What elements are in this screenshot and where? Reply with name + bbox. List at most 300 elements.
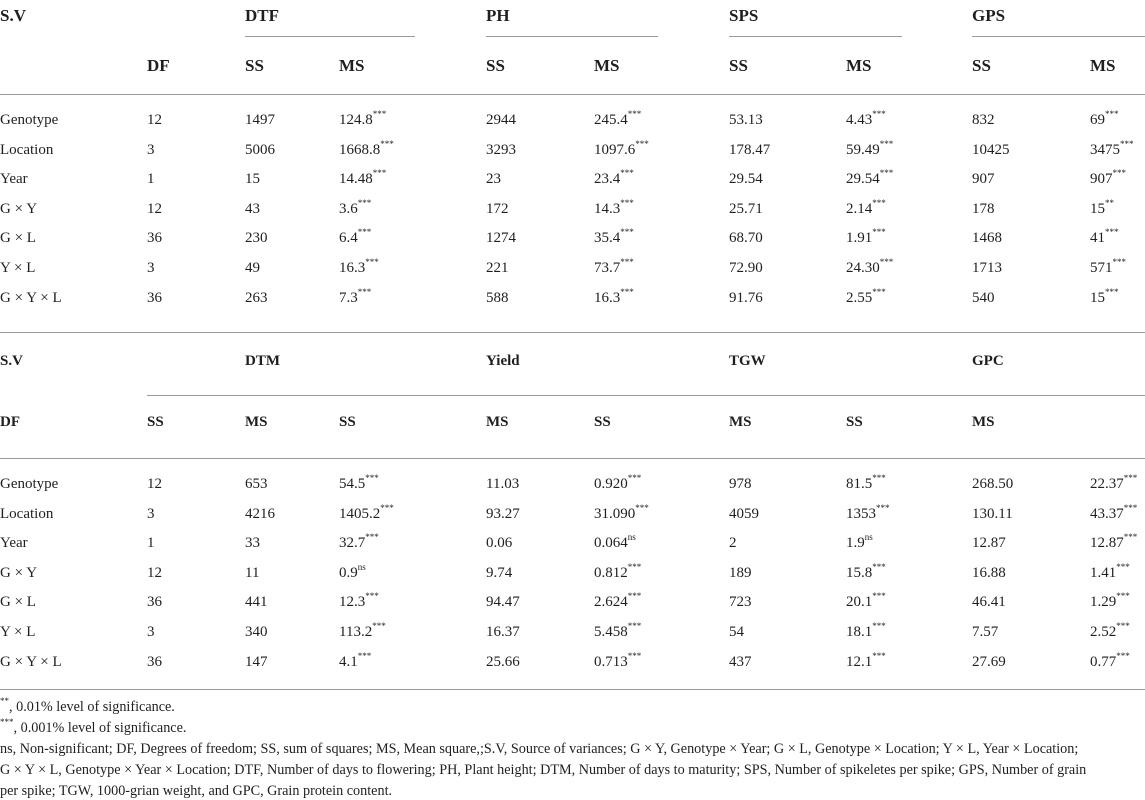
footnote-1 [0,696,175,716]
table-cell [1090,197,1114,218]
table-cell [1090,286,1119,307]
table-cell [486,476,519,493]
t2-sub-ss: SS [147,414,164,430]
cell-value: 0.064 [594,535,628,552]
table-cell [245,201,260,218]
cell-value: 221 [486,260,509,276]
significance-marker: *** [635,502,649,513]
table-cell [147,260,155,277]
table-cell [729,594,752,611]
significance-marker: *** [380,502,394,513]
t1-sv-header: S.V [0,6,26,25]
cell-value: 124.8 [339,112,373,128]
table-cell [339,502,394,523]
table-cell [972,654,1006,671]
table-cell [245,230,268,247]
table-cell [147,290,162,307]
cell-value: 11.03 [486,476,520,492]
significance-marker: ns [627,532,636,543]
table-cell [339,561,366,582]
table-cell [486,565,512,582]
cell-value: 33 [245,535,260,552]
table-cell [972,142,1010,159]
table-cell [594,532,636,552]
significance-marker: *** [872,227,886,238]
table-cell [594,561,642,582]
cell-value: 540 [972,289,995,306]
cell-value: 1.29 [1090,594,1117,611]
cell-value: 35.4 [594,230,621,247]
table-cell [729,201,763,218]
cell-value: 268.50 [972,476,1014,492]
cell-value: 12 [147,200,162,217]
cell-value: 12.87 [1090,535,1124,552]
cell-value: 2.52 [1090,624,1117,640]
significance-marker: *** [879,138,894,149]
t2-sub-ms: MS [729,414,752,430]
table-cell [1090,109,1119,129]
table-cell [245,565,259,582]
cell-value: 178.47 [729,141,771,158]
significance-marker: *** [1123,502,1138,513]
t1-sub-ss: SS [729,56,748,75]
table-cell [594,650,642,671]
significance-marker: *** [365,532,379,543]
table-cell [486,142,516,159]
row-label: G × Y × L [0,653,62,670]
cell-value: 1468 [972,230,1002,247]
cell-value: 43 [245,200,260,217]
cell-value: 0.77 [1090,653,1117,670]
cell-value: 0.9 [339,564,358,581]
footnote-2-marker: *** [0,717,14,728]
footnote-4: G × Y × L, Genotype × Year × Location; DTF, Number of days to flowering; PH, Plant height; DTM, Number of days to maturity; SPS, Number of spikeletes per spike; GPS, Number of grain [0,762,1087,778]
cell-value: 4216 [245,505,275,522]
footnote-5: per spike; TGW, 1000-grian weight, and GPC, Grain protein content. [0,783,393,799]
table-cell [1090,591,1130,611]
cell-value: 113.2 [339,624,373,640]
footnote-3: ns, Non-significant; DF, Degrees of freedom; SS, sum of squares; MS, Mean square,;S.V, Source of variances; G × Y, Genotype × Year; G × L, Genotype × Location; Y × L, Year × Location; [0,741,1079,757]
significance-marker: *** [627,650,642,661]
table-cell [339,168,387,188]
table-cell [1090,621,1130,641]
significance-marker: *** [627,621,642,631]
cell-value: 12 [147,476,162,492]
footnote-2 [0,717,187,737]
table-cell [147,142,155,159]
cell-value: 68.70 [729,230,763,247]
significance-marker: *** [380,138,394,149]
table-cell [147,565,162,582]
cell-value: 189 [729,564,752,581]
cell-value: 69 [1090,112,1105,128]
significance-marker: *** [365,473,379,483]
cell-value: 16.3 [594,289,621,306]
table-cell [729,535,737,552]
cell-value: 1.91 [846,230,873,247]
cell-value: 46.41 [972,594,1006,611]
cell-value: 1097.6 [594,141,636,158]
significance-marker: *** [872,591,886,602]
cell-value: 653 [245,476,268,492]
significance-marker: *** [872,473,886,483]
significance-marker: *** [872,561,886,572]
table-cell [594,257,634,277]
cell-value: 1713 [972,260,1002,276]
t1-gps-underline [972,36,1145,37]
cell-value: 1405.2 [339,505,381,522]
footnote-1-marker: ** [0,696,9,707]
t1-sps-underline [729,36,902,37]
table-cell [846,532,873,552]
cell-value: 12 [147,112,162,128]
table-cell [339,197,372,218]
cell-value: 6.4 [339,230,358,247]
table-cell [846,502,890,523]
table-cell [729,230,763,247]
cell-value: 73.7 [594,260,621,276]
significance-marker: ns [357,561,366,572]
table-cell [486,624,520,641]
t2-group-yield: Yield [486,353,520,369]
cell-value: 10425 [972,141,1010,158]
cell-value: 94.47 [486,594,520,611]
row-label: Genotype [0,112,59,128]
table-cell [486,594,520,611]
table-cell [972,260,1002,277]
table-cell [486,260,509,277]
footnote-1-text: , 0.01% level of significance. [9,699,175,715]
significance-marker: *** [872,197,886,208]
table-cell [486,201,509,218]
cell-value: 178 [972,200,995,217]
cell-value: 29.54 [729,171,763,188]
table-cell [245,112,275,129]
table-cell [846,227,886,247]
cell-value: 36 [147,653,162,670]
cell-value: 14.48 [339,171,373,188]
table-cell [147,230,162,247]
cell-value: 0.713 [594,653,628,670]
cell-value: 54.5 [339,476,366,492]
row-label: Year [0,171,28,188]
significance-marker: *** [879,168,894,179]
cell-value: 3475 [1090,141,1120,158]
table-cell [594,168,634,188]
t2-df-header: DF [0,414,20,430]
table-cell [594,197,634,218]
table-cell [245,476,268,493]
cell-value: 907 [972,171,995,188]
table-cell [339,591,379,611]
table-cell [972,535,1006,552]
significance-marker: *** [1112,168,1126,179]
table-cell [147,594,162,611]
cell-value: 4.1 [339,653,358,670]
t1-header-rule [0,94,1145,95]
cell-value: 1668.8 [339,141,381,158]
row-label: Y × L [0,260,36,276]
row-label: G × Y [0,200,38,217]
cell-value: 245.4 [594,112,628,128]
cell-value: 54 [729,624,744,640]
cell-value: 11 [245,564,260,581]
row-label: Genotype [0,476,59,492]
significance-marker: *** [620,257,634,267]
significance-marker: *** [620,197,634,208]
t1-sub-ss: SS [245,56,264,75]
cell-value: 4059 [729,505,759,522]
cell-value: 14.3 [594,200,621,217]
table-cell [245,624,268,641]
t2-sub-ms: MS [972,414,995,430]
table-cell [729,290,763,307]
table-cell [339,532,379,552]
cell-value: 24.30 [846,260,880,276]
cell-value: 93.27 [486,505,520,522]
cell-value: 18.1 [846,624,873,640]
table-cell [729,142,770,159]
significance-marker: *** [627,473,642,483]
table-cell [594,473,642,493]
significance-marker: *** [627,591,642,602]
cell-value: 16.88 [972,564,1006,581]
cell-value: 36 [147,594,162,611]
cell-value: 1.9 [846,535,865,552]
cell-value: 22.37 [1090,476,1124,492]
table-cell [1090,257,1126,277]
cell-value: 23 [486,171,501,188]
t2-sub-ss: SS [339,414,356,430]
table-cell [729,565,752,582]
cell-value: 147 [245,653,268,670]
row-label: Location [0,141,54,158]
t2-sub-ms: MS [486,414,509,430]
cell-value: 15.8 [846,564,873,581]
significance-marker: *** [620,286,634,297]
table-cell [245,654,268,671]
cell-value: 588 [486,289,509,306]
table-cell [729,476,752,493]
cell-value: 12.87 [972,535,1006,552]
significance-marker: *** [879,257,894,267]
table-cell [846,109,886,129]
t1-df-header: DF [147,56,170,75]
table-cell [729,171,763,188]
t2-sub-ss: SS [846,414,863,430]
cell-value: 1274 [486,230,516,247]
table-cell [972,201,995,218]
t1-group-ph: PH [486,6,510,25]
significance-marker: *** [372,621,386,631]
significance-marker: *** [1123,473,1138,483]
cell-value: 2.624 [594,594,628,611]
cell-value: 20.1 [846,594,873,611]
table-cell [339,650,372,671]
cell-value: 3 [147,141,155,158]
significance-marker: *** [1112,257,1126,267]
cell-value: 15 [245,171,260,188]
t1-group-gps: GPS [972,6,1006,25]
table-cell [846,591,886,611]
cell-value: 230 [245,230,268,247]
cell-value: 3293 [486,141,516,158]
cell-value: 437 [729,653,752,670]
table-cell [1090,650,1130,671]
significance-marker: *** [1123,532,1138,543]
cell-value: 3 [147,624,155,640]
significance-marker: *** [1105,286,1119,297]
row-label: Y × L [0,624,36,640]
cell-value: 0.812 [594,564,628,581]
cell-value: 5006 [245,141,275,158]
cell-value: 0.06 [486,535,513,552]
table-cell [245,290,268,307]
significance-marker: *** [1105,109,1119,119]
significance-marker: *** [357,650,372,661]
row-label: Year [0,535,28,552]
table-cell [339,138,394,159]
cell-value: 1 [147,171,155,188]
table-cell [846,197,886,218]
significance-marker: *** [1120,138,1134,149]
row-label: G × L [0,230,36,247]
cell-value: 832 [972,112,995,128]
cell-value: 7.57 [972,624,999,640]
cell-value: 27.69 [972,653,1006,670]
cell-value: 2.14 [846,200,873,217]
table-cell [972,506,1013,523]
table-cell [1090,561,1130,582]
table-cell [594,227,634,247]
cell-value: 49 [245,260,260,276]
table-cell [1090,502,1138,523]
table-cell [594,138,649,159]
table-cell [147,535,155,552]
significance-marker: *** [1116,621,1130,631]
table-cell [245,142,275,159]
t1-sub-ss: SS [972,56,991,75]
significance-marker: *** [1116,591,1130,602]
row-label: G × Y [0,564,38,581]
cell-value: 5.458 [594,624,628,640]
cell-value: 32.7 [339,535,366,552]
t2-sub-ms: MS [245,414,268,430]
cell-value: 81.5 [846,476,873,492]
table-cell [1090,532,1138,552]
cell-value: 723 [729,594,752,611]
t2-sv-header: S.V [0,353,23,369]
cell-value: 29.54 [846,171,880,188]
table-cell [729,260,763,277]
cell-value: 172 [486,200,509,217]
cell-value: 15 [1090,289,1105,306]
cell-value: 36 [147,230,162,247]
significance-marker: *** [372,109,387,119]
table-cell [486,230,516,247]
table-cell [846,168,894,188]
table-cell [339,257,379,277]
significance-marker: *** [365,257,379,267]
cell-value: 3 [147,260,155,276]
table-cell [972,565,1006,582]
table-cell [147,201,162,218]
table-cell [147,506,155,523]
cell-value: 16.3 [339,260,366,276]
t1-sub-ms: MS [846,56,872,75]
cell-value: 25.71 [729,200,763,217]
cell-value: 130.11 [972,505,1013,522]
cell-value: 43.37 [1090,505,1124,522]
table-cell [594,286,634,307]
significance-marker: *** [872,621,886,631]
table-cell [1090,168,1126,188]
table-cell [486,171,501,188]
significance-marker: *** [365,591,379,602]
table-cell [147,624,155,641]
significance-marker: *** [1105,227,1119,238]
significance-marker: *** [876,502,890,513]
t1-sub-ms: MS [1090,56,1116,75]
t1-group-dtf: DTF [245,6,279,25]
cell-value: 91.76 [729,289,763,306]
table-cell [147,171,155,188]
table-cell [486,290,509,307]
table-cell [846,257,894,277]
cell-value: 41 [1090,230,1105,247]
table-cell [972,290,995,307]
table-cell [486,506,520,523]
table-cell [846,473,886,493]
table-cell [972,171,995,188]
table-cell [729,506,759,523]
t1-sub-ms: MS [594,56,620,75]
table-cell [846,286,886,307]
cell-value: 7.3 [339,289,358,306]
t2-group-underline [147,395,1145,396]
significance-marker: ** [1105,197,1114,208]
significance-marker: *** [1116,561,1130,572]
t1-dtf-underline [245,36,415,37]
table-cell [245,506,275,523]
table-cell [339,473,379,493]
significance-marker: *** [627,561,642,572]
significance-marker: *** [872,650,886,661]
table-cell [147,112,162,129]
row-label: G × L [0,594,36,611]
table-cell [245,260,260,277]
table-cell [486,112,516,129]
t2-group-gpc: GPC [972,353,1004,369]
t2-header-rule [0,458,1145,459]
row-label: G × Y × L [0,289,62,306]
table-cell [245,594,268,611]
cell-value: 2 [729,535,737,552]
table-cell [339,621,386,641]
t1-ph-underline [486,36,658,37]
cell-value: 72.90 [729,260,763,276]
table-cell [339,109,387,129]
significance-marker: *** [872,109,886,119]
table-cell [1090,473,1138,493]
cell-value: 9.74 [486,564,513,581]
table-cell [339,227,372,247]
cell-value: 12 [147,564,162,581]
significance-marker: *** [635,138,649,149]
cell-value: 31.090 [594,505,636,522]
table-separator-rule [0,332,1145,333]
significance-marker: *** [620,168,634,179]
